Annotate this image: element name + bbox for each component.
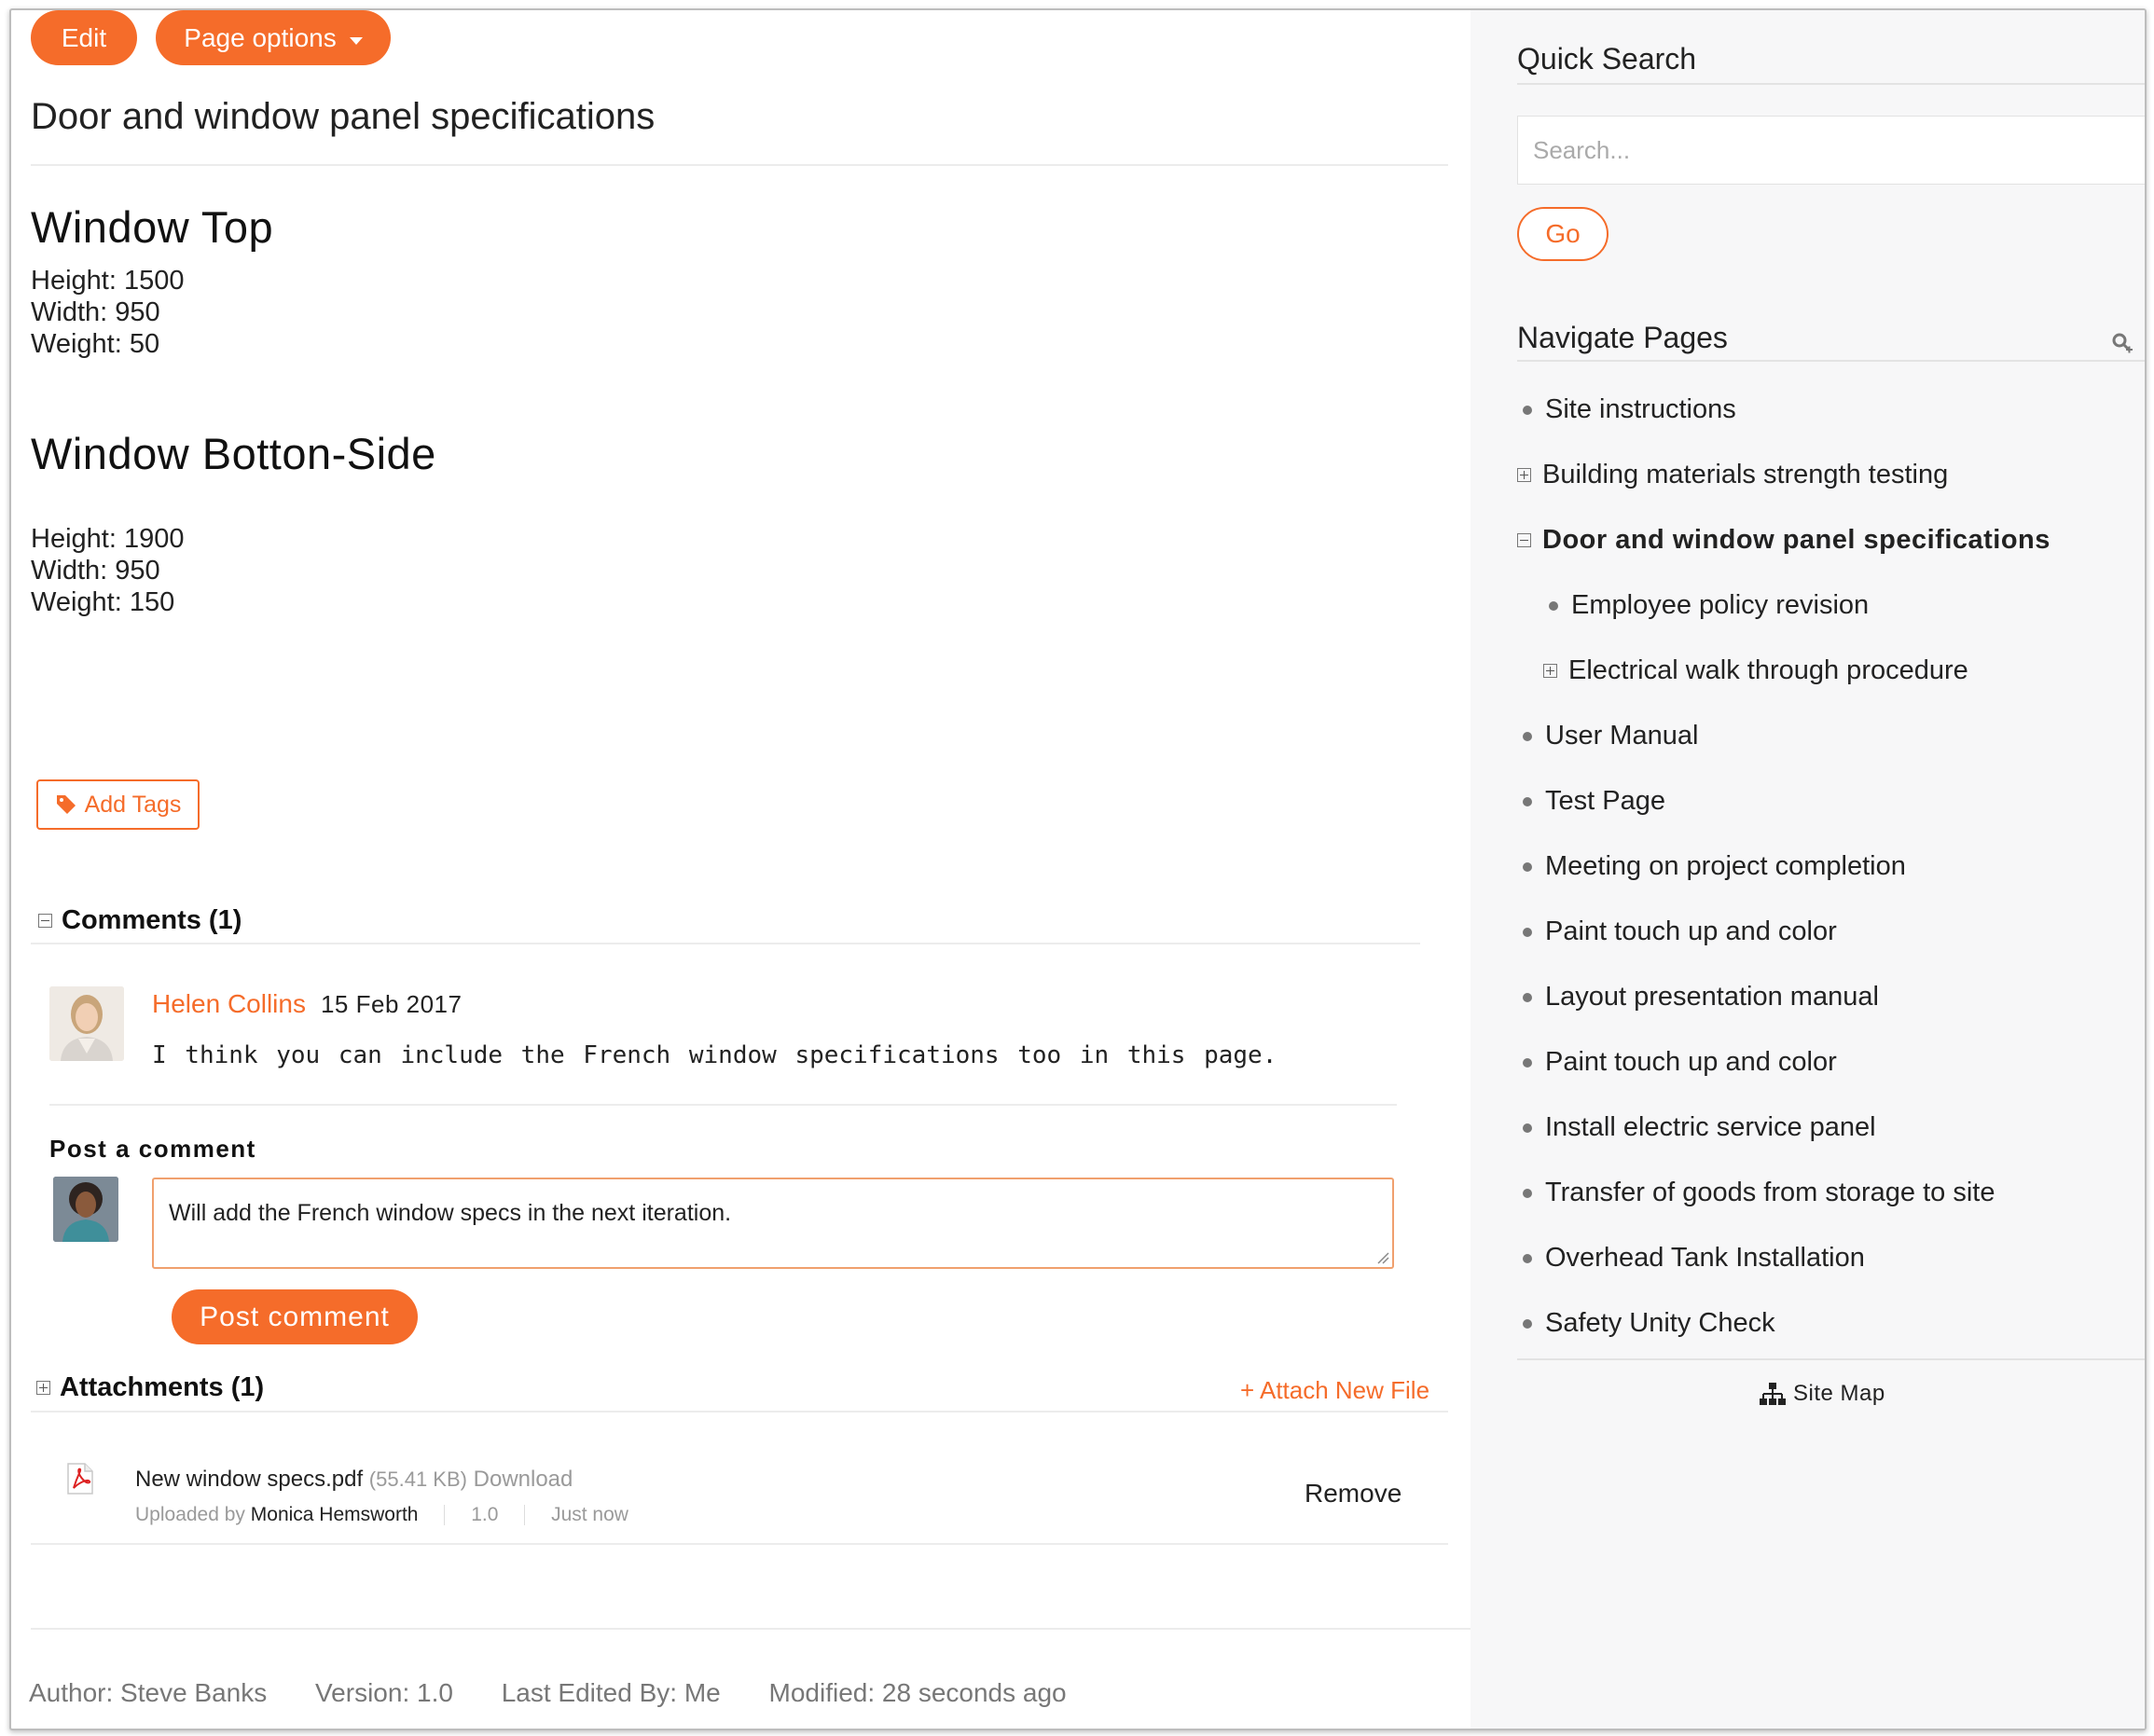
comment-textarea[interactable] xyxy=(152,1178,1394,1269)
main-content xyxy=(11,10,1471,1729)
nav-item[interactable] xyxy=(1517,394,1736,425)
footer-modified: Modified: 28 seconds ago xyxy=(768,1678,1067,1707)
edit-button[interactable] xyxy=(31,10,137,65)
add-tags-button[interactable] xyxy=(36,779,200,830)
footer-version: Version: 1.0 xyxy=(315,1678,453,1707)
nav-item-label: Test Page xyxy=(1545,786,1665,816)
separator xyxy=(444,1505,445,1525)
nav-item-label: Transfer of goods from storage to site xyxy=(1545,1178,1995,1207)
quick-search-title: Quick Search xyxy=(1517,42,1697,76)
tag-icon xyxy=(55,793,77,816)
nav-item-label: Safety Unity Check xyxy=(1545,1308,1775,1338)
nav-item-label: Meeting on project completion xyxy=(1545,851,1906,881)
attachments-header[interactable] xyxy=(36,1372,264,1403)
bullet-icon xyxy=(1523,993,1532,1002)
add-tags-label: Add Tags xyxy=(84,791,182,818)
pdf-file-icon xyxy=(63,1462,97,1500)
post-comment-button[interactable] xyxy=(172,1289,418,1344)
spec-list-window-bottom-side xyxy=(31,523,184,618)
navigate-pages-title: Navigate Pages xyxy=(1517,321,1728,354)
nav-item[interactable] xyxy=(1517,1178,1995,1208)
nav-item[interactable] xyxy=(1517,786,1665,817)
comment-textarea-value: Will add the French window specs in the next iteration. xyxy=(169,1200,732,1226)
section-heading-window-bottom-side: Window Botton-Side xyxy=(31,429,436,478)
nav-item-label: Overhead Tank Installation xyxy=(1545,1243,1865,1273)
page-frame xyxy=(9,8,2147,1730)
bullet-icon xyxy=(1523,732,1532,741)
nav-item-label: Employee policy revision xyxy=(1571,590,1870,620)
attachment-file-size: (55.41 KB) xyxy=(368,1467,467,1491)
collapse-icon[interactable] xyxy=(38,914,52,928)
nav-item[interactable] xyxy=(1543,590,1869,621)
spec-height: Height: 1900 xyxy=(31,524,185,554)
page-footer xyxy=(29,1678,1108,1708)
nav-item[interactable] xyxy=(1517,460,1948,490)
spec-width: Width: 950 xyxy=(31,297,160,327)
page-title: Door and window panel specifications xyxy=(31,96,656,137)
nav-item-label: Building materials strength testing xyxy=(1542,460,1949,489)
resize-handle-icon[interactable] xyxy=(1376,1251,1389,1264)
bullet-icon xyxy=(1523,406,1532,415)
caret-down-icon xyxy=(350,37,363,45)
divider xyxy=(1517,1358,2147,1360)
footer-divider xyxy=(31,1628,1471,1630)
page-options-button[interactable] xyxy=(156,10,391,65)
nav-item[interactable] xyxy=(1517,1047,1837,1078)
nav-item-label: Electrical walk through procedure xyxy=(1568,655,1968,685)
collapse-icon[interactable] xyxy=(1517,533,1531,547)
bullet-icon xyxy=(1523,928,1532,937)
footer-author: Author: Steve Banks xyxy=(29,1678,268,1707)
bullet-icon xyxy=(1523,797,1532,806)
nav-item[interactable] xyxy=(1517,916,1837,947)
uploaded-by-label: Uploaded by xyxy=(135,1504,245,1525)
bullet-icon xyxy=(1523,1189,1532,1198)
divider xyxy=(31,164,1448,166)
person-photo-icon xyxy=(53,1177,118,1242)
nav-item[interactable] xyxy=(1517,1308,1775,1339)
search-tree-icon[interactable] xyxy=(2110,331,2134,355)
expand-icon[interactable] xyxy=(1543,664,1557,678)
attachment-title-row xyxy=(135,1467,573,1493)
edit-button-label: Edit xyxy=(61,22,107,52)
post-comment-label: Post a comment xyxy=(49,1135,256,1163)
nav-item-label: Paint touch up and color xyxy=(1545,1047,1837,1077)
bullet-icon xyxy=(1523,862,1532,872)
comments-header[interactable] xyxy=(38,905,242,936)
person-photo-icon xyxy=(49,986,124,1061)
nav-item[interactable] xyxy=(1517,721,1698,751)
bullet-icon xyxy=(1523,1123,1532,1133)
sitemap-icon xyxy=(1760,1382,1786,1406)
avatar-helen-collins xyxy=(49,986,124,1061)
nav-item-label: Layout presentation manual xyxy=(1545,982,1879,1012)
nav-item[interactable] xyxy=(1543,655,1968,686)
nav-item[interactable] xyxy=(1517,1243,1865,1274)
sidebar xyxy=(1471,10,2145,1729)
search-input[interactable] xyxy=(1517,116,2147,185)
attachments-header-label: Attachments (1) xyxy=(60,1372,265,1402)
comment-text: I think you can include the French window specifications too in this page. xyxy=(152,1041,1277,1069)
divider xyxy=(49,1104,1397,1106)
comments-header-label: Comments (1) xyxy=(62,905,242,935)
avatar-current-user xyxy=(53,1177,118,1242)
comment-author-link[interactable]: Helen Collins xyxy=(152,989,306,1018)
nav-item-label: User Manual xyxy=(1545,721,1699,751)
go-button[interactable] xyxy=(1517,207,1609,261)
go-button-label: Go xyxy=(1545,219,1581,248)
uploader-name: Monica Hemsworth xyxy=(250,1504,419,1525)
nav-item[interactable] xyxy=(1517,525,2050,556)
expand-icon[interactable] xyxy=(36,1381,50,1395)
site-map-label: Site Map xyxy=(1793,1381,1885,1406)
spec-weight: Weight: 50 xyxy=(31,329,160,359)
nav-item-label: Install electric service panel xyxy=(1545,1112,1876,1142)
divider xyxy=(31,1543,1448,1545)
nav-item-label: Site instructions xyxy=(1545,394,1736,424)
remove-attachment-button[interactable]: Remove xyxy=(1305,1479,1402,1508)
nav-item[interactable] xyxy=(1517,982,1879,1013)
post-comment-button-label: Post comment xyxy=(200,1301,390,1332)
comment-meta xyxy=(152,989,462,1019)
separator xyxy=(524,1505,525,1525)
attach-new-file-link[interactable]: + Attach New File xyxy=(1240,1376,1430,1404)
bullet-icon xyxy=(1523,1319,1532,1329)
bullet-icon xyxy=(1523,1254,1532,1263)
attachment-meta-row xyxy=(135,1504,628,1526)
nav-item[interactable] xyxy=(1517,851,1906,882)
search-placeholder: Search... xyxy=(1533,135,1631,164)
nav-item[interactable] xyxy=(1517,1112,1876,1143)
nav-item-label: Paint touch up and color xyxy=(1545,916,1837,946)
divider xyxy=(1517,83,2147,85)
divider xyxy=(31,1411,1448,1412)
spec-height: Height: 1500 xyxy=(31,266,185,296)
bullet-icon xyxy=(1549,601,1558,611)
spec-width: Width: 950 xyxy=(31,556,160,586)
pdf-icon-graphic xyxy=(63,1462,97,1495)
attachment-time: Just now xyxy=(551,1504,628,1525)
section-heading-window-top: Window Top xyxy=(31,202,274,252)
spec-list-window-top xyxy=(31,265,184,360)
attachment-file-name[interactable]: New window specs.pdf xyxy=(135,1467,364,1492)
attachment-version: 1.0 xyxy=(471,1504,499,1525)
expand-icon[interactable] xyxy=(1517,468,1531,482)
divider xyxy=(31,943,1420,944)
site-map-link[interactable] xyxy=(1760,1381,1885,1407)
divider xyxy=(1517,360,2147,362)
nav-item-label: Door and window panel specifications xyxy=(1542,525,2050,555)
bullet-icon xyxy=(1523,1058,1532,1068)
spec-weight: Weight: 150 xyxy=(31,587,175,617)
page-options-label: Page options xyxy=(184,22,337,52)
comment-date: 15 Feb 2017 xyxy=(320,990,463,1018)
footer-last-edited: Last Edited By: Me xyxy=(501,1678,721,1707)
attachment-download-link[interactable]: Download xyxy=(473,1467,573,1492)
